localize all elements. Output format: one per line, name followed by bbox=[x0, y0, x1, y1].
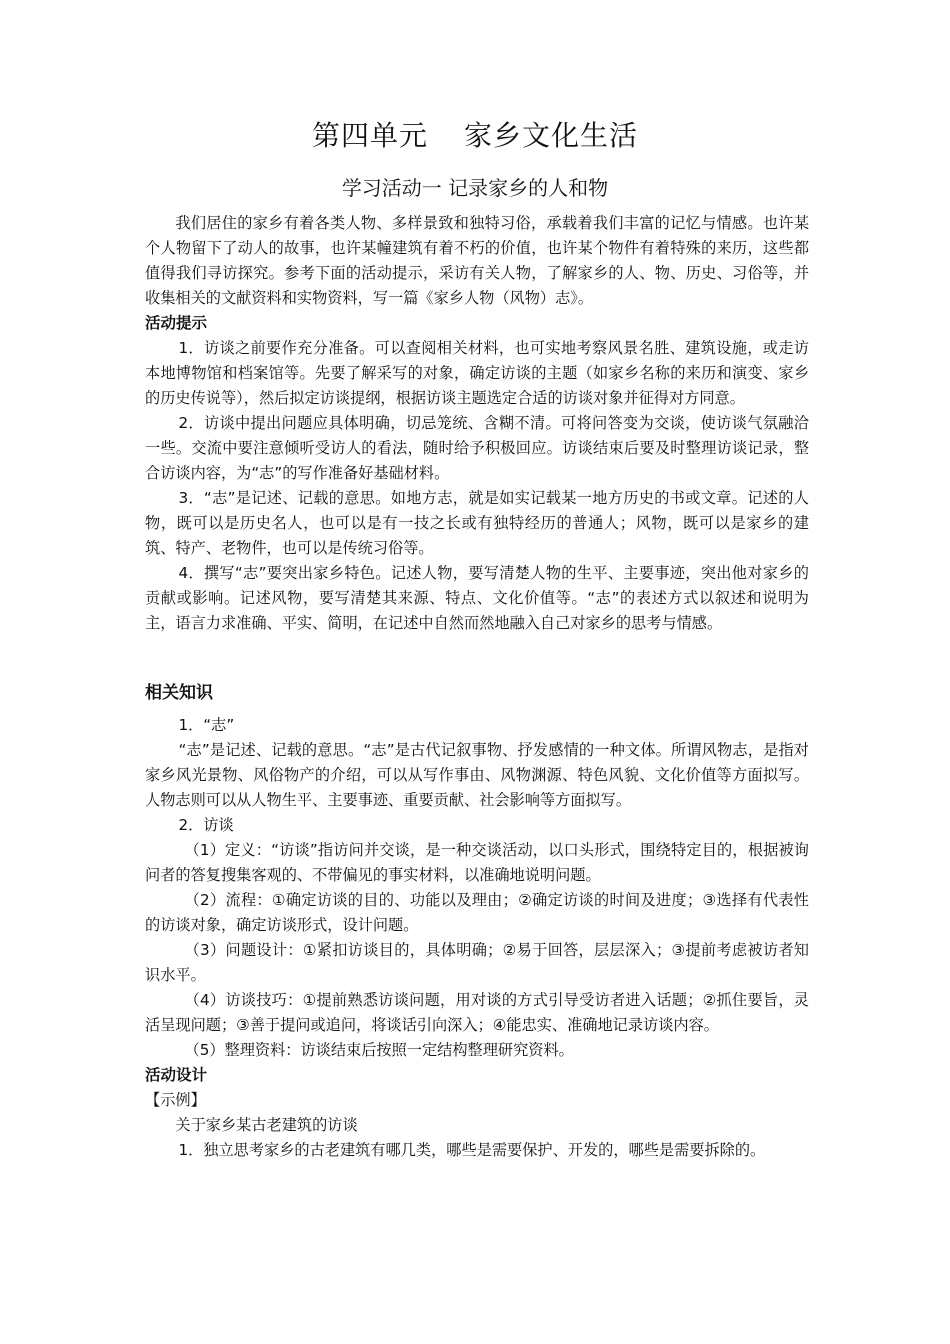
knowledge-2-item-1: （1）定义：“访谈”指访问并交谈，是一种交谈活动，以口头形式，围绕特定目的，根据被询问者的答复搜集客观的、不带偏见的事实材料，以准确地说明问题。 bbox=[145, 841, 809, 884]
knowledge-heading: 相关知识 bbox=[145, 683, 213, 703]
example-item-1: 1．独立思考家乡的古老建筑有哪几类，哪些是需要保护、开发的，哪些是需要拆除的。 bbox=[178, 1141, 766, 1159]
tip-item-4: 4．撰写“志”要突出家乡特色。记述人物，要写清楚人物的生平、主要事迹，突出他对家乡的贡献或影响。记述风物，要写清楚其来源、特点、文化价值等。“志”的表述方式以叙述和说明为主，语言力求准确、平实、简明，在记述中自然而然地融入自己对家乡的思考与情感。 bbox=[145, 564, 809, 632]
page-subtitle: 学习活动一 记录家乡的人和物 bbox=[341, 176, 609, 200]
knowledge-2-item-3: （3）问题设计：①紧扣访谈目的，具体明确；②易于回答，层层深入；③提前考虑被访者知识水平。 bbox=[145, 941, 809, 984]
section-gap bbox=[145, 636, 809, 679]
example-label: 【示例】 bbox=[145, 1091, 206, 1109]
tip-item-2: 2．访谈中提出问题应具体明确，切忌笼统、含糊不清。可将问答变为交谈，使访谈气氛融洽一些。交流中要注意倾听受访人的看法，随时给予积极回应。访谈结束后要及时整理访谈记录，整合访谈内容，为“志”的写作准备好基础材料。 bbox=[145, 414, 809, 482]
design-heading: 活动设计 bbox=[145, 1066, 208, 1084]
intro-paragraph: 我们居住的家乡有着各类人物、多样景致和独特习俗，承载着我们丰富的记忆与情感。也许某个人物留下了动人的故事，也许某幢建筑有着不朽的价值，也许某个物件有着特殊的来历，这些都值得我们寻访探究。参考下面的活动提示，采访有关人物，了解家乡的人、物、历史、习俗等，并收集相关的文献资料和实物资料，写一篇《家乡人物（风物）志》。 bbox=[145, 214, 809, 307]
knowledge-1-text: “志”是记述、记载的意思。“志”是古代记叙事物、抒发感情的一种文体。所谓风物志，是指对家乡风光景物、风俗物产的介绍，可以从写作事由、风物渊源、特色风貌、文化价值等方面拟写。人物志则可以从人物生平、主要事迹、重要贡献、社会影响等方面拟写。 bbox=[145, 741, 809, 809]
example-title: 关于家乡某古老建筑的访谈 bbox=[175, 1116, 358, 1134]
knowledge-2-item-5: （5）整理资料：访谈结束后按照一定结构整理研究资料。 bbox=[184, 1041, 574, 1059]
title-unit: 第四单元 bbox=[311, 119, 428, 152]
knowledge-2-title: 2．访谈 bbox=[178, 816, 234, 834]
knowledge-2-item-4: （4）访谈技巧：①提前熟悉访谈问题，用对谈的方式引导受访者进入话题；②抓住要旨，灵活呈现问题；③善于提问或追问，将谈话引向深入；④能忠实、准确地记录访谈内容。 bbox=[145, 991, 809, 1034]
tip-item-1: 1．访谈之前要作充分准备。可以查阅相关材料，也可实地考察风景名胜、建筑设施，或走访本地博物馆和档案馆等。先要了解采写的对象，确定访谈的主题（如家乡名称的来历和演变、家乡的历史传说等），然后拟定访谈提纲，根据访谈主题选定合适的访谈对象并征得对方同意。 bbox=[145, 339, 809, 407]
knowledge-2-item-2: （2）流程：①确定访谈的目的、功能以及理由；②确定访谈的时间及进度；③选择有代表性的访谈对象，确定访谈形式，设计问题。 bbox=[145, 891, 809, 934]
tip-item-3: 3．“志”是记述、记载的意思。如地方志，就是如实记载某一地方历史的书或文章。记述的人物，既可以是历史名人，也可以是有一技之长或有独特经历的普通人；风物，既可以是家乡的建筑、特产、老物件，也可以是传统习俗等。 bbox=[145, 489, 809, 557]
title-name: 家乡文化生活 bbox=[464, 119, 639, 152]
document-body bbox=[145, 211, 809, 1163]
knowledge-1-title: 1．“志” bbox=[178, 716, 235, 734]
tips-heading: 活动提示 bbox=[145, 314, 208, 332]
page-title bbox=[0, 118, 950, 154]
